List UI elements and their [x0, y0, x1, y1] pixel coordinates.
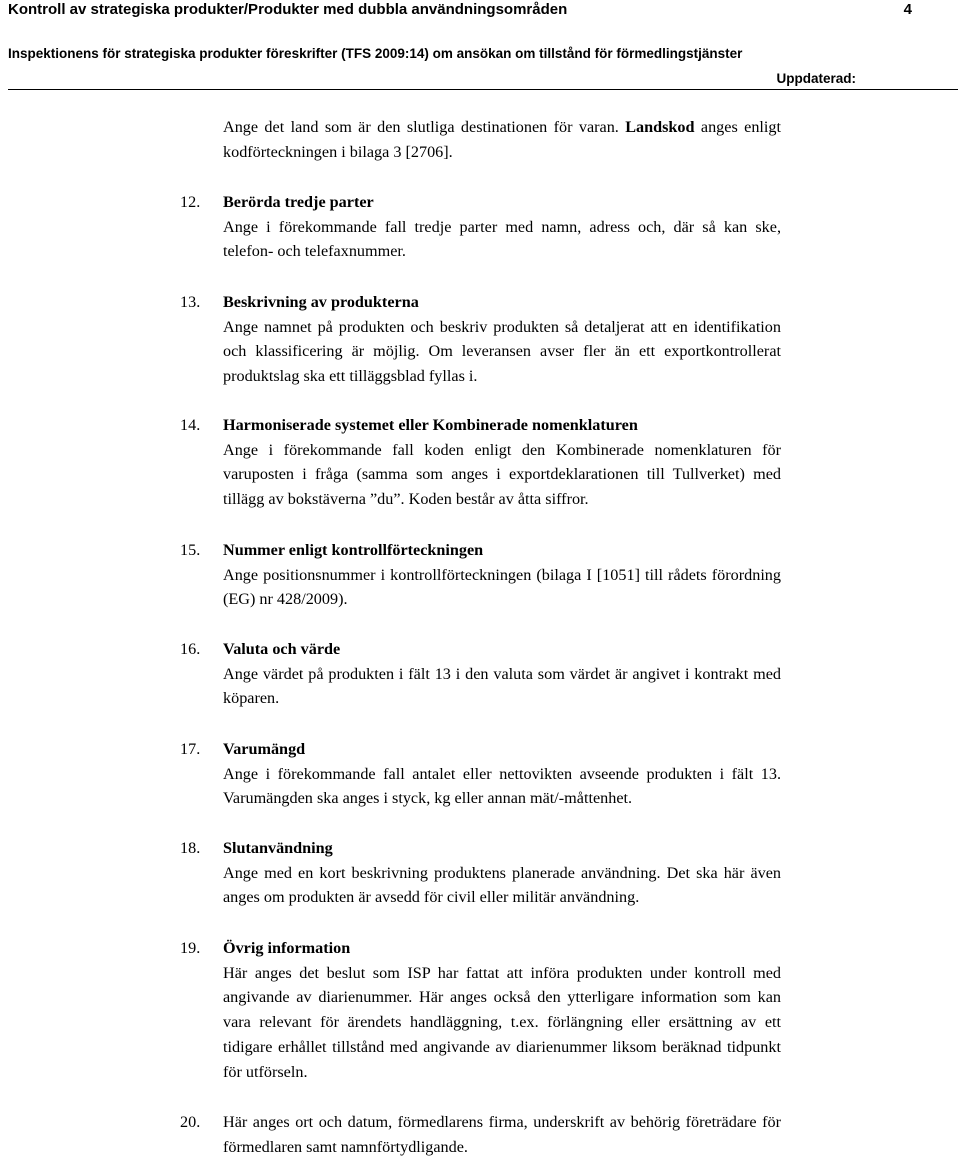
- section-heading: Valuta och värde: [223, 640, 341, 658]
- section-text: Ange i förekommande fall koden enligt den Kombinerade nomenklaturen för varuposten i fråga (samma som anges i exportdeklarationen till Tullverket) med tillägg av bokstäverna ”du”. Koden består av åtta siffror.: [223, 440, 781, 509]
- section-heading: Övrig information: [223, 939, 351, 957]
- section-number: 19.: [180, 939, 201, 957]
- intro-text-before: Ange det land som är den slutliga destinationen för varan.: [223, 118, 619, 136]
- intro-bold-term: Landskod: [625, 118, 695, 136]
- section-heading: Nummer enligt kontrollförteckningen: [223, 541, 484, 559]
- section-text: Ange i förekommande fall antalet eller nettovikten avseende produkten i fält 13. Varumängden ska anges i styck, kg eller annan mät/-måttenhet.: [223, 764, 781, 808]
- section-heading: Berörda tredje parter: [223, 193, 374, 211]
- section-number: 17.: [180, 740, 201, 758]
- section-heading: Slutanvändning: [223, 839, 333, 857]
- intro-paragraph: [223, 115, 781, 164]
- section-heading: Harmoniserade systemet eller Kombinerade nomenklaturen: [223, 416, 638, 434]
- section-number: 15.: [180, 541, 201, 559]
- intro-text-after: anges enligt kodförteckningen i bilaga 3 [2706].: [223, 118, 782, 161]
- section-heading: Beskrivning av produkterna: [223, 293, 419, 311]
- header-divider: [8, 89, 958, 90]
- section-text: Ange värdet på produkten i fält 13 i den valuta som värdet är angivet i kontrakt med köparen.: [223, 664, 781, 708]
- page-header: [0, 0, 960, 95]
- page-number: 4: [903, 1, 912, 18]
- section-text: Ange namnet på produkten och beskriv produkten så detaljerat att en identifikation och klassificering är möjlig. Om leveransen avser fler än ett exportkontrollerat produktslag ska ett tilläggsblad fyllas i.: [223, 317, 781, 386]
- section-text: Ange positionsnummer i kontrollförteckningen (bilaga I [1051] till rådets förordning (EG) nr 428/2009).: [223, 565, 781, 609]
- section-text: Här anges ort och datum, förmedlarens firma, underskrift av behörig företrädare för förmedlaren samt namnförtydligande.: [223, 1113, 781, 1156]
- section-number: 12.: [180, 193, 201, 211]
- document-title: Kontroll av strategiska produkter/Produkter med dubbla användningsområden: [8, 1, 568, 18]
- section-number: 13.: [180, 293, 201, 311]
- section-text: Ange i förekommande fall tredje parter med namn, adress och, där så kan ske, telefon- och telefaxnummer.: [223, 217, 781, 261]
- section-text: Ange med en kort beskrivning produktens planerade användning. Det ska här även anges om produkten är avsedd för civil eller militär användning.: [223, 863, 781, 907]
- section-number: 20.: [180, 1113, 201, 1131]
- section-heading: Varumängd: [223, 740, 306, 758]
- section-number: 18.: [180, 839, 201, 857]
- section-number: 16.: [180, 640, 201, 658]
- section-number: 14.: [180, 416, 201, 434]
- section-text: Här anges det beslut som ISP har fattat att införa produkten under kontroll med angivande av diarienummer. Här anges också den ytterligare information som kan vara relevant för ärendets handläggning, t.ex. förlängning eller ersättning av ett tidigare erhållet tillstånd med angivande av diarienummer liksom beräknad tidpunkt för utförseln.: [223, 963, 781, 1081]
- document-subtitle: Inspektionens för strategiska produkter föreskrifter (TFS 2009:14) om ansökan om tillstånd för förmedlingstjänster: [8, 46, 743, 61]
- updated-label: Uppdaterad:: [776, 71, 856, 86]
